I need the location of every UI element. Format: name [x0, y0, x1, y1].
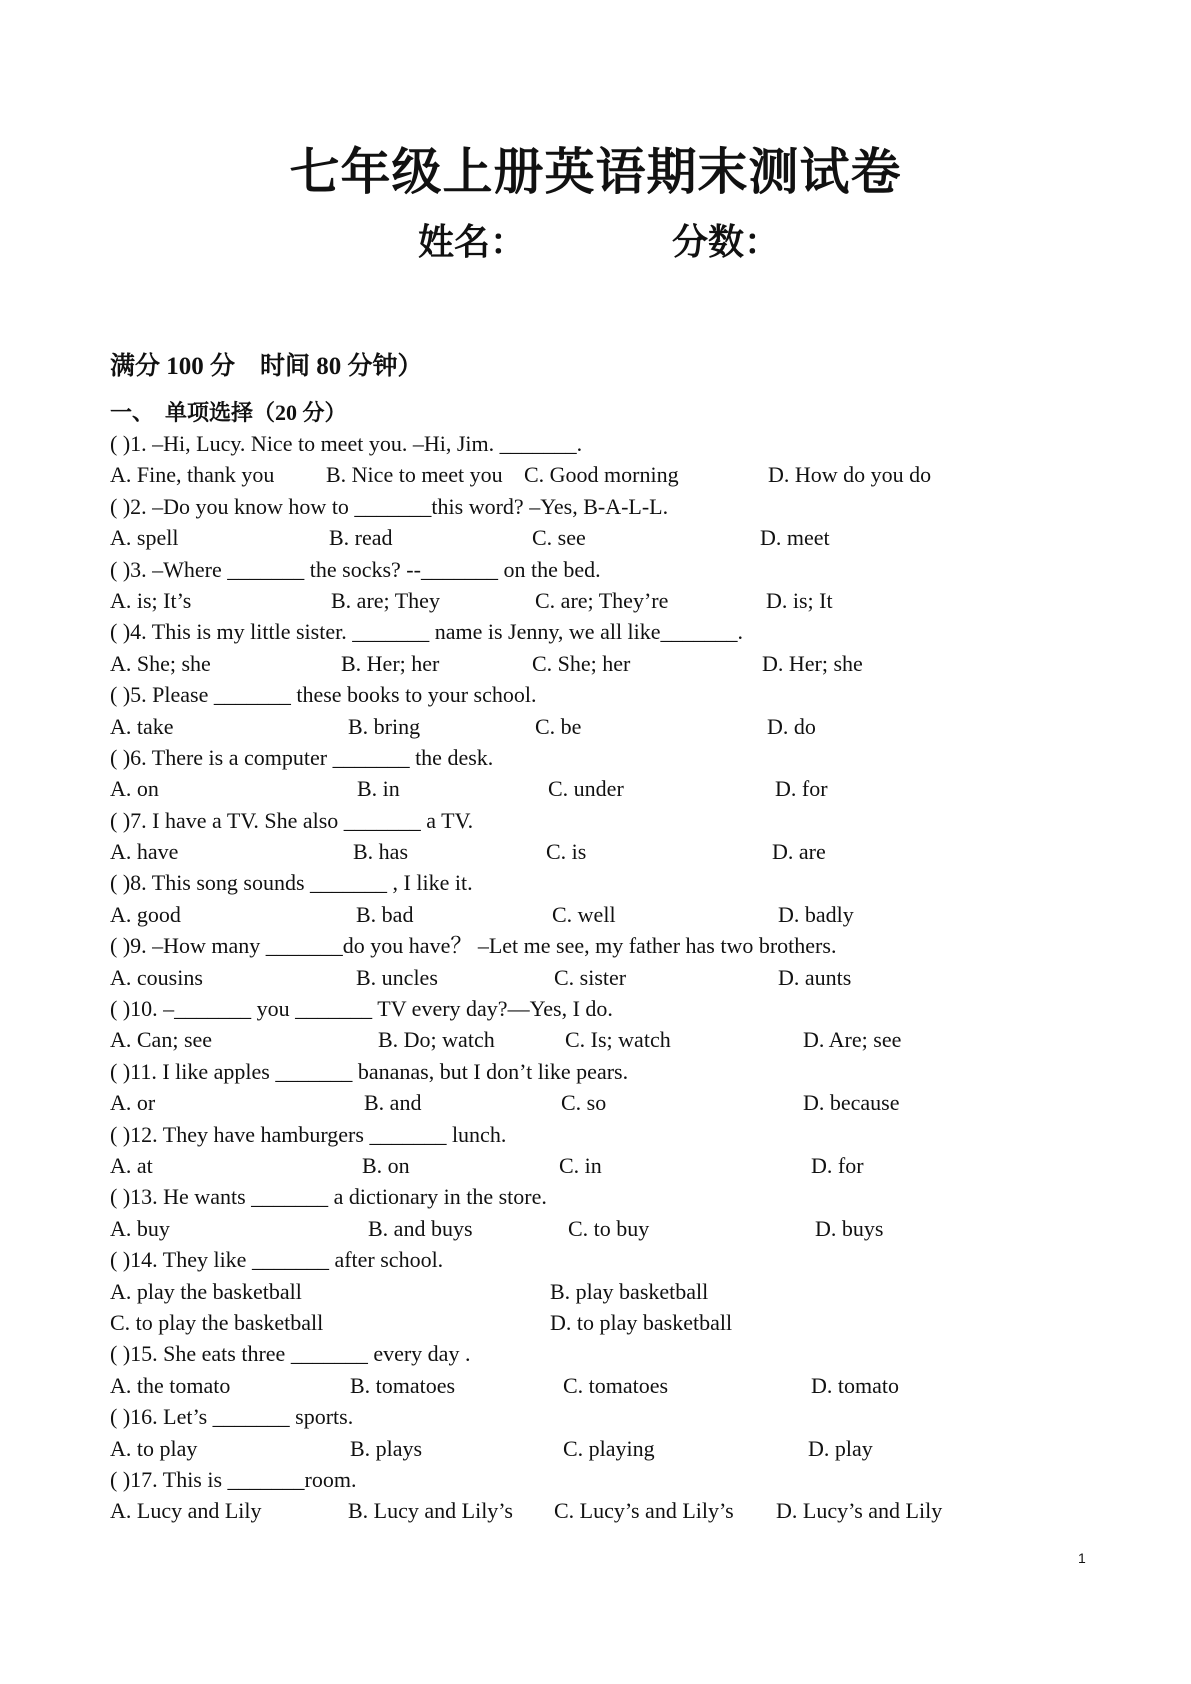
- exam-meta: 满分 100 分 时间 80 分钟）: [110, 353, 423, 380]
- option-b: B. Nice to meet you: [326, 462, 503, 488]
- question-options: [110, 962, 1110, 993]
- option-d: D. How do you do: [768, 462, 932, 488]
- option-b: B. are; They: [331, 587, 440, 613]
- option-d: D. Lucy’s and Lily: [776, 1498, 943, 1524]
- option-c: C. be: [535, 713, 582, 739]
- option-a: A. the tomato: [110, 1372, 231, 1398]
- option-a: A. or: [110, 1090, 156, 1116]
- option-b: B. Lucy and Lily’s: [348, 1498, 513, 1524]
- option-c: C. see: [532, 525, 586, 551]
- question-options: [110, 1150, 1110, 1181]
- question-stem: ( )5. Please _______ these books to your school.: [110, 682, 537, 708]
- option-c: C. are; They’re: [535, 587, 669, 613]
- option-c: C. to buy: [568, 1215, 650, 1241]
- option-b: B. plays: [350, 1435, 423, 1461]
- option-b: B. and: [364, 1090, 422, 1116]
- option-a: A. take: [110, 713, 174, 739]
- question-stem: ( )12. They have hamburgers _______ lunch.: [110, 1121, 507, 1147]
- option-a: A. good: [110, 901, 181, 927]
- question-stem: ( )10. –_______ you _______ TV every day?—Yes, I do.: [110, 996, 613, 1022]
- option-c: C. in: [559, 1152, 602, 1178]
- question-stem: ( )15. She eats three _______ every day .: [110, 1341, 471, 1367]
- option-a: A. Fine, thank you: [110, 462, 275, 488]
- question-stem: ( )1. –Hi, Lucy. Nice to meet you. –Hi, Jim. _______.: [110, 431, 583, 456]
- question-stem: ( )11. I like apples _______ bananas, but I don’t like pears.: [110, 1058, 629, 1084]
- option-a: A. cousins: [110, 964, 203, 990]
- option-c: C. so: [561, 1090, 607, 1116]
- option-b: B. and buys: [368, 1215, 473, 1241]
- option-c: C. Good morning: [524, 462, 679, 488]
- option-b: B. on: [362, 1152, 410, 1178]
- option-d: D. are: [772, 839, 826, 865]
- option-d: D. is; It: [766, 587, 833, 613]
- score-label: 分数：: [672, 222, 781, 262]
- section-title: 一、 单项选择（20 分）: [110, 400, 347, 425]
- question-options: [110, 1495, 1110, 1526]
- option-a: A. She; she: [110, 650, 211, 676]
- option-c: C. Lucy’s and Lily’s: [554, 1498, 734, 1524]
- option-b: B. read: [329, 525, 393, 551]
- option-c: C. tomatoes: [563, 1372, 669, 1398]
- option-a: A. is; It’s: [110, 587, 192, 613]
- option-a: A. buy: [110, 1215, 170, 1241]
- question-options: [110, 1370, 1110, 1401]
- option-b: B. has: [353, 839, 408, 865]
- name-label: 姓名：: [418, 222, 527, 262]
- option-d: D. to play basketball: [550, 1309, 733, 1335]
- option-b: B. tomatoes: [350, 1372, 456, 1398]
- question-options: [110, 1276, 1110, 1307]
- option-d: D. because: [803, 1090, 900, 1116]
- question-list: [110, 428, 1110, 1527]
- question-stem: ( )4. This is my little sister. _______ name is Jenny, we all like_______.: [110, 619, 744, 645]
- name-score-row: [0, 214, 1191, 266]
- option-d: D. buys: [815, 1215, 884, 1241]
- option-d: D. tomato: [811, 1372, 899, 1398]
- option-c: C. She; her: [532, 650, 631, 676]
- option-d: D. Are; see: [803, 1027, 902, 1053]
- question-options: [110, 836, 1110, 867]
- option-a: A. to play: [110, 1435, 198, 1461]
- question-stem: ( )9. –How many _______do you have？ –Let me see, my father has two brothers.: [110, 933, 837, 959]
- question-stem: ( )14. They like _______ after school.: [110, 1247, 444, 1273]
- question-options: [110, 1307, 1110, 1338]
- question-options: [110, 585, 1110, 616]
- question-options: [110, 711, 1110, 742]
- option-c: C. is: [546, 839, 587, 865]
- option-d: D. Her; she: [762, 650, 863, 676]
- question-options: [110, 522, 1110, 553]
- option-d: D. meet: [760, 525, 830, 551]
- option-c: C. sister: [554, 964, 627, 990]
- option-a: A. spell: [110, 525, 179, 551]
- option-c: C. Is; watch: [565, 1027, 671, 1053]
- option-a: A. Can; see: [110, 1027, 213, 1053]
- option-d: D. play: [808, 1435, 873, 1461]
- question-options: [110, 1433, 1110, 1464]
- question-stem: ( )3. –Where _______ the socks? --_______ on the bed.: [110, 556, 601, 582]
- question-stem: ( )7. I have a TV. She also _______ a TV.: [110, 807, 474, 833]
- option-d: D. aunts: [778, 964, 852, 990]
- option-b: B. in: [357, 776, 400, 802]
- option-b: B. Her; her: [341, 650, 440, 676]
- question-options: [110, 773, 1110, 804]
- option-a: A. Lucy and Lily: [110, 1498, 262, 1524]
- question-options: [110, 648, 1110, 679]
- page-title: 七年级上册英语期末测试卷: [289, 144, 902, 200]
- option-a: A. play the basketball: [110, 1278, 302, 1304]
- question-options: [110, 1087, 1110, 1118]
- question-options: [110, 459, 1110, 490]
- option-d: D. do: [767, 713, 816, 739]
- option-c: C. to play the basketball: [110, 1309, 324, 1335]
- option-a: A. on: [110, 776, 159, 802]
- option-b: B. bad: [356, 901, 414, 927]
- option-b: B. Do; watch: [378, 1027, 495, 1053]
- question-stem: ( )2. –Do you know how to _______this word? –Yes, B-A-L-L.: [110, 493, 669, 519]
- question-options: [110, 1024, 1110, 1055]
- question-stem: ( )6. There is a computer _______ the desk.: [110, 744, 494, 770]
- option-b: B. uncles: [356, 964, 438, 990]
- option-a: A. at: [110, 1152, 153, 1178]
- option-a: A. have: [110, 839, 179, 865]
- option-c: C. under: [548, 776, 624, 802]
- question-options: [110, 1213, 1110, 1244]
- option-c: C. well: [552, 901, 616, 927]
- option-d: D. badly: [778, 901, 854, 927]
- option-b: B. bring: [348, 713, 421, 739]
- question-stem: ( )17. This is _______room.: [110, 1466, 357, 1492]
- question-stem: ( )16. Let’s _______ sports.: [110, 1404, 354, 1430]
- option-d: D. for: [811, 1152, 864, 1178]
- question-stem: ( )13. He wants _______ a dictionary in the store.: [110, 1184, 547, 1210]
- option-b: B. play basketball: [550, 1278, 709, 1304]
- question-stem: ( )8. This song sounds _______ , I like it.: [110, 870, 473, 896]
- page-number: 1: [1078, 1550, 1086, 1566]
- question-options: [110, 899, 1110, 930]
- option-c: C. playing: [563, 1435, 655, 1461]
- option-d: D. for: [775, 776, 828, 802]
